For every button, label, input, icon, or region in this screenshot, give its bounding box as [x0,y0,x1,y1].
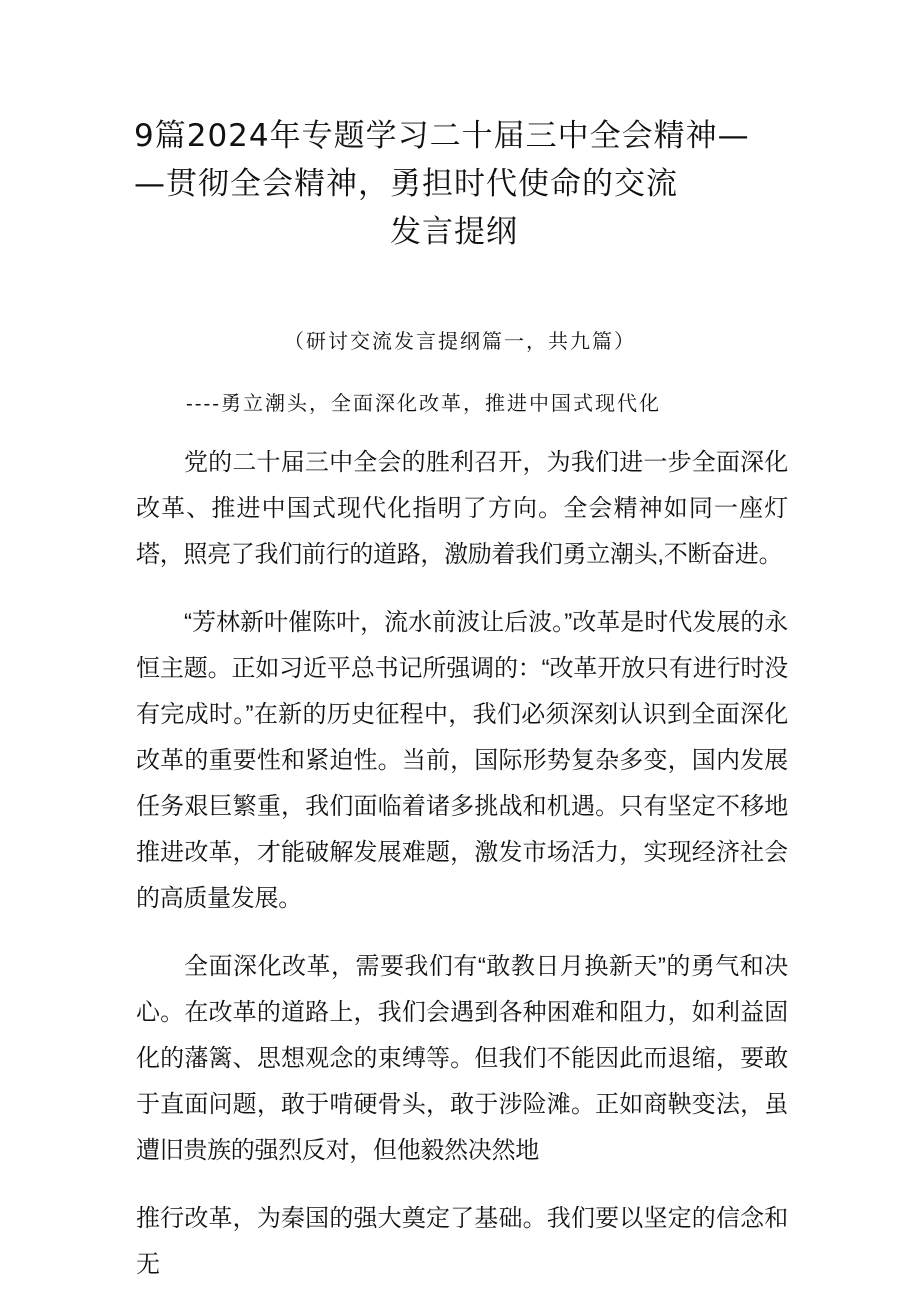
paragraph-1: 党的二十届三中全会的胜利召开，为我们进一步全面深化改革、推进中国式现代化指明了方向。全会精神如同一座灯塔，照亮了我们前行的道路，激励着我们勇立潮头,不断奋进。 [136,449,788,568]
paragraph-3: 全面深化改革，需要我们有“敢教日月换新天”的勇气和决心。在改革的道路上，我们会遇到各种困难和阻力，如利益固化的藩篱、思想观念的束缚等。但我们不能因此而退缩，要敢于直面问题，敢于啃硬骨头，敢于涉险滩。正如商鞅变法，虽遭旧贵族的强烈反对，但他毅然决然地 [136,953,788,1164]
title-line-2: —贯彻全会精神，勇担时代使命的交流 [134,166,678,202]
document-title [134,112,794,256]
title-line-3: 发言提纲 [390,214,518,250]
paragraph-2: “芳林新叶催陈叶，流水前波让后波。”改革是时代发展的永恒主题。正如习近平总书记所强调的：“改革开放只有进行时没有完成时。”在新的历史征程中，我们必须深刻认识到全面深化改革的重要性和紧迫性。当前，国际形势复杂多变，国内发展任务艰巨繁重，我们面临着诸多挑战和机遇。只有坚定不移地推进改革，才能破解发展难题，激发市场活力，实现经济社会的高质量发展。 [136,609,788,912]
document-body [136,440,788,1310]
title-line-1: 9篇2024年专题学习二十届三中全会精神— [134,118,750,154]
document-theme: ----勇立潮头，全面深化改革，推进中国式现代化 [186,391,662,415]
document-subtitle: （研讨交流发言提纲篇一，共九篇） [284,329,636,353]
paragraph-4: 推行改革，为秦国的强大奠定了基础。我们要以坚定的信念和无 [136,1205,788,1278]
